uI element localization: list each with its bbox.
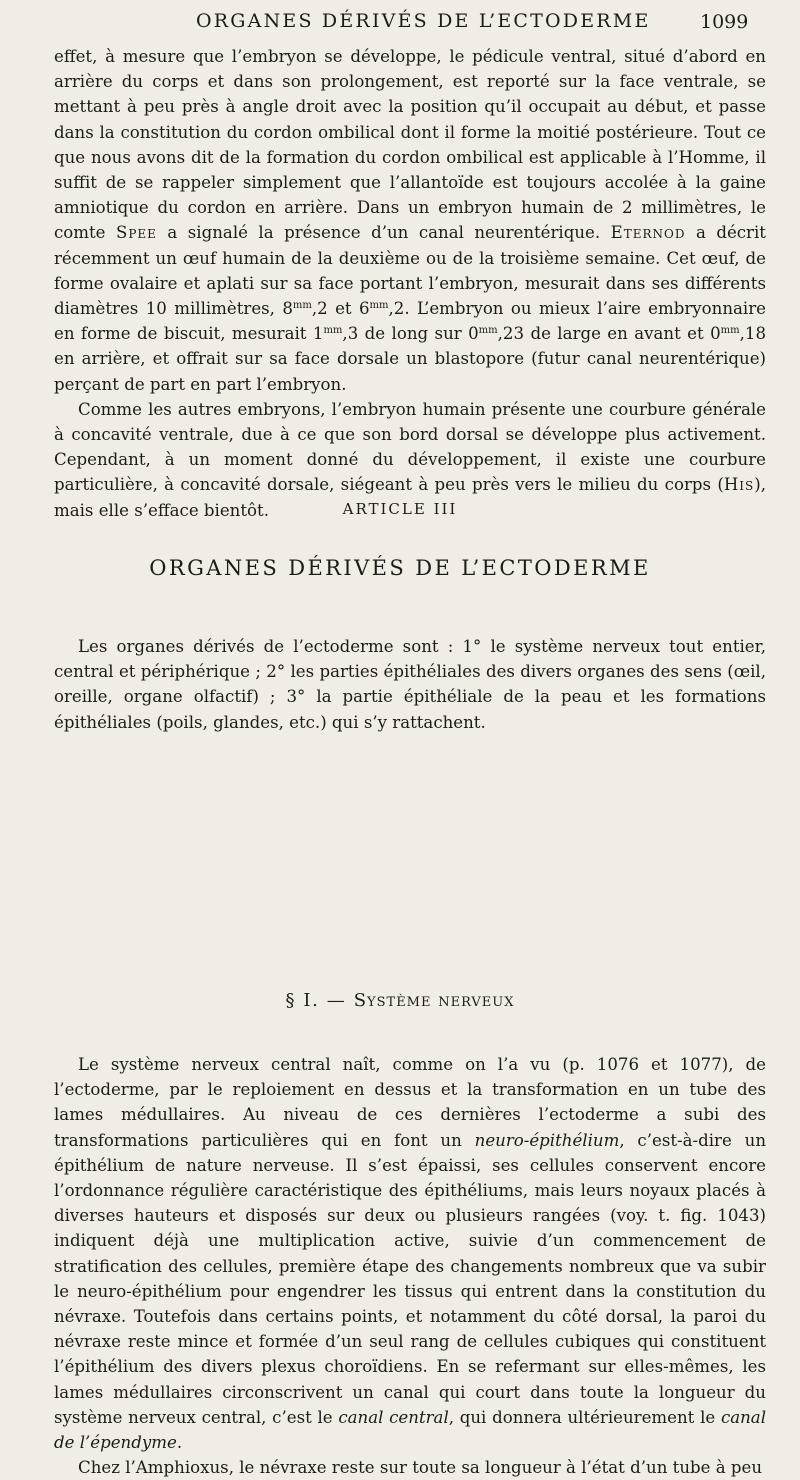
subsection-prefix: § I. — — [285, 990, 354, 1011]
text-span: ,2. L’embryon ou mieux l’aire embryonnaire en forme de biscuit, mesurait 1 — [54, 299, 766, 344]
running-header — [0, 10, 800, 40]
text-span: effet, à mesure que l’embryon se développe, le pédicule ventral, situé d’abord en arrière du corps et dans son prolongement, est reporté sur la face ventrale, se mettant à peu près à angle droit avec la position qu’il occupait au début, et passe dans la constitution du cordon ombilical dont il forme la moitié postérieure. Tout ce que nous avons dit de la formation du cordon ombilical est applicable à l’Homme, il suffit de se rappeler simplement que l’allantoïde est toujours accolée à la gaine amniotique du cordon en arrière. Dans un embryon humain de 2 millimètres, le comte — [54, 47, 766, 243]
subsection-title — [0, 990, 800, 1011]
unit-superscript: mm — [478, 325, 498, 337]
article-label: ARTICLE III — [342, 500, 458, 518]
text-span: Le système nerveux central naît, comme on l’a vu (p. 1076 et 1077), de l’ectoderme, par le reploiement en dessus et la transformation en un tube des lames médullaires. Au niveau de ces dernières l’ectoderme a subi des transformations particulières qui en font un — [54, 1055, 766, 1150]
running-title: ORGANES DÉRIVÉS DE L’ECTODERME — [196, 10, 651, 32]
text-span: ,23 de large en avant et 0 — [497, 324, 721, 344]
term-canal-ependyme: canal de l’épendyme — [54, 1407, 767, 1453]
text-span: Comme les autres embryons, l’embryon humain présente une courbure générale à concavité ventrale, due à ce que son bord dorsal se développe plus activement. Cependant, à un moment donné du développement, il existe une courbure particulière, à concavité dorsale, siégeant à peu près vers le milieu du corps ( — [54, 399, 766, 495]
text-span: , qui donnera ultérieurement le — [448, 1407, 721, 1427]
text-span: , c’est-à-dire un épithélium de nature nerveuse. Il s’est épaissi, ses cellules conservent encore l’ordonnance régulière caractéristique des épithéliums, mais leurs noyaux placés à diverses hauteurs et disposés sur deux ou plusieurs rangées (voy. t. fig. 1043) indiquent déjà une multiplication active, suivie d’un commencement de stratification des cellules, première étape des changements nombreux que va subir le neuro-épithélium pour engendrer les tissus qui entrent dans la constitution du névraxe. Toutefois dans certains points, et notamment du côté dorsal, la paroi du névraxe reste mince et formée d’un seul rang de cellules cubiques qui constituent l’épithélium des divers plexus choroïdiens. En se refermant sur elles-mêmes, les lames médullaires circonscrivent un canal qui court dans toute la longueur du système nerveux central, c’est le — [54, 1130, 767, 1427]
text-block-top — [54, 44, 766, 523]
text-span: a décrit récemment un œuf humain de la deuxième ou de la troisième semaine. Cet œuf, de forme ovalaire et aplati sur sa face portant l’embryon, mesurait dans ses différents diamètres 10 millimètres, 8 — [54, 223, 766, 319]
author-name-eternod: Eternod — [610, 223, 686, 243]
text-block-bottom — [54, 1052, 766, 1480]
term-canal-central: canal central — [338, 1407, 449, 1427]
author-name-his: His — [723, 475, 755, 495]
unit-superscript: mm — [323, 325, 343, 337]
section-title: ORGANES DÉRIVÉS DE L’ECTODERME — [149, 556, 651, 580]
author-name-spee: Spee — [115, 223, 157, 243]
paragraph-nervous-system — [54, 1052, 766, 1455]
unit-superscript: mm — [369, 300, 389, 312]
paragraph-umbilical-cord — [54, 44, 766, 397]
text-span: . — [176, 1433, 183, 1453]
text-span: ,3 de long sur 0 — [342, 324, 479, 344]
term-neuro-epithelium: neuro-épithélium — [474, 1130, 620, 1150]
paragraph-ectoderm-organs: Les organes dérivés de l’ectoderme sont : 1° le système nerveux tout entier, central et périphérique ; 2° les parties épithéliales des divers organes des sens (œil, oreille, organe olfactif) ; 3° la partie épithéliale de la peau et les formations épithéliales (poils, glandes, etc.) qui s’y rattachent. — [54, 637, 766, 732]
text-span: ), mais elle s’efface bientôt. — [54, 475, 766, 520]
text-span: a signalé la présence d’un canal neurentérique. — [156, 223, 611, 243]
subsection-name: Système nerveux — [353, 990, 515, 1011]
text-span: ,2 et 6 — [311, 299, 370, 319]
unit-superscript: mm — [720, 325, 740, 337]
paragraph-amphioxus: Chez l’Amphioxus, le névraxe reste sur toute sa longueur à l’état d’un tube à peu — [78, 1458, 763, 1478]
unit-superscript: mm — [292, 300, 312, 312]
text-span: ,18 en arrière, et offrait sur sa face dorsale un blastopore (futur canal neurentérique) perçant de part en part l’embryon. — [54, 324, 766, 394]
page-number: 1099 — [700, 11, 749, 33]
text-block-middle — [54, 634, 766, 735]
